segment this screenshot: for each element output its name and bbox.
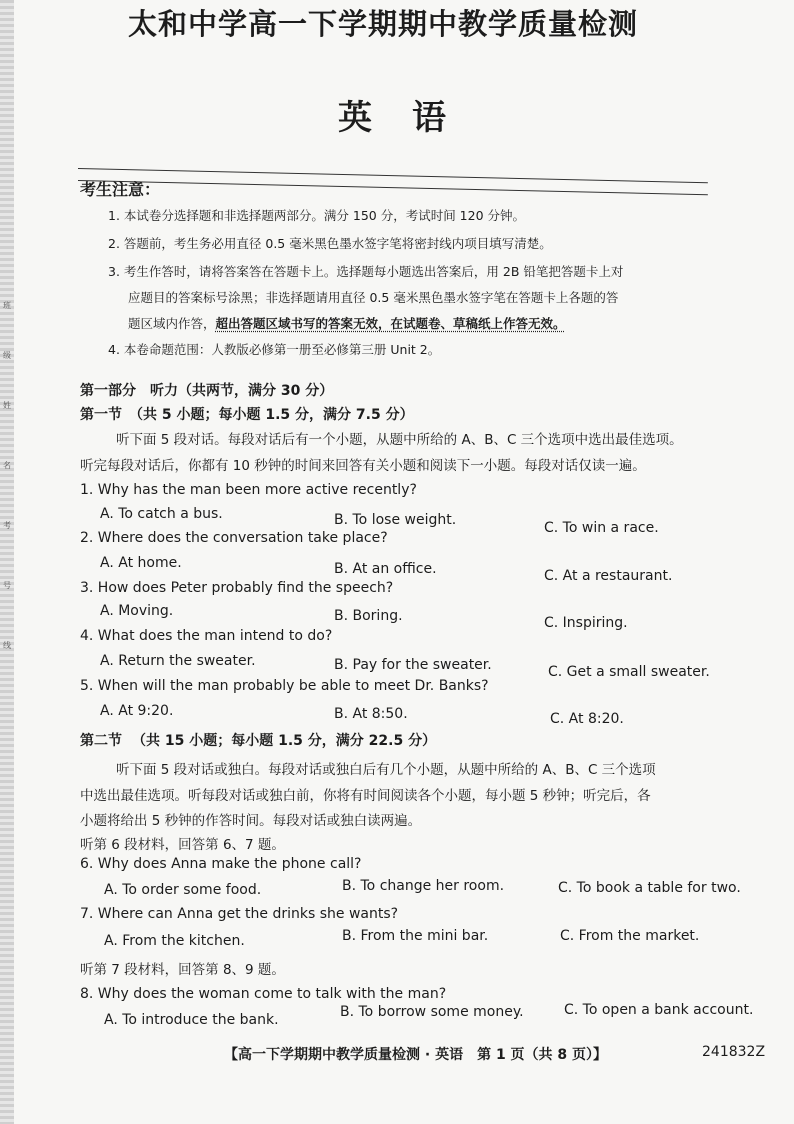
question-stem: 2. Where does the conversation take place? — [80, 530, 388, 546]
top-divider — [78, 168, 708, 183]
question-stem: 6. Why does Anna make the phone call? — [80, 856, 362, 872]
option-b: B. To change her room. — [342, 878, 505, 894]
part-title: 第一部分 听力（共两节，满分 30 分） — [80, 383, 334, 399]
option-a: A. To introduce the bank. — [104, 1012, 279, 1028]
side-margin-char: 号 — [3, 581, 11, 590]
side-margin-char: 考 — [3, 521, 11, 530]
question-stem: 5. When will the man probably be able to meet Dr. Banks? — [80, 678, 489, 694]
material-label: 听第 6 段材料，回答第 6、7 题。 — [80, 837, 285, 853]
notice-emphasis: 超出答题区域书写的答案无效，在试题卷、草稿纸上作答无效。 — [215, 316, 566, 331]
page-footer: 【高一下学期期中教学质量检测 · 英语 第 1 页（共 8 页）】 — [224, 1047, 608, 1063]
material-label: 听第 7 段材料，回答第 8、9 题。 — [80, 962, 285, 978]
option-b: B. At an office. — [334, 561, 437, 577]
question-stem: 8. Why does the woman come to talk with the man? — [80, 986, 447, 1002]
exam-code: 241832Z — [702, 1044, 766, 1060]
notice-item: 3. 考生作答时，请将答案答在答题卡上。选择题每小题选出答案后，用 2B 铅笔把答题卡上对 — [108, 264, 624, 279]
top-divider-thin — [78, 180, 708, 195]
section-instruction: 听完每段对话后，你都有 10 秒钟的时间来回答有关小题和阅读下一小题。每段对话仅读一遍。 — [80, 458, 646, 474]
question-stem: 1. Why has the man been more active recently? — [80, 482, 417, 498]
option-c: C. To open a bank account. — [564, 1002, 754, 1018]
option-a: A. From the kitchen. — [104, 933, 245, 949]
question-stem: 3. How does Peter probably find the speech? — [80, 580, 394, 596]
option-b: B. From the mini bar. — [342, 928, 489, 944]
question-stem: 4. What does the man intend to do? — [80, 628, 333, 644]
side-margin-char: 姓 — [3, 401, 11, 410]
option-a: A. At home. — [100, 555, 182, 571]
option-a: A. To order some food. — [104, 882, 262, 898]
side-margin-char: 级 — [3, 351, 11, 360]
notice-item-with-emphasis — [128, 314, 566, 332]
side-margin-char: 班 — [3, 301, 11, 310]
section-title-detail: （共 15 小题；每小题 1.5 分，满分 22.5 分） — [132, 733, 437, 749]
option-c: C. Inspiring. — [544, 615, 628, 631]
exam-title: 太和中学高一下学期期中教学质量检测 — [128, 7, 639, 41]
notice-item: 1. 本试卷分选择题和非选择题两部分。满分 150 分，考试时间 120 分钟。 — [108, 208, 526, 223]
option-b: B. To borrow some money. — [340, 1004, 524, 1020]
section-title: 第二节 — [80, 733, 122, 749]
section-instruction: 小题将给出 5 秒钟的作答时间。每段对话或独白读两遍。 — [80, 813, 422, 829]
option-a: A. Moving. — [100, 603, 174, 619]
option-b: B. At 8:50. — [334, 706, 408, 722]
option-b: B. Pay for the sweater. — [334, 657, 492, 673]
binding-margin-strip — [0, 0, 14, 1124]
section-instruction: 听下面 5 段对话或独白。每段对话或独白后有几个小题，从题中所给的 A、B、C 三个选项 — [116, 762, 656, 778]
section-title: 第一节 （共 5 小题；每小题 1.5 分，满分 7.5 分） — [80, 407, 414, 423]
option-c: C. From the market. — [560, 928, 700, 944]
notice-item: 题区域内作答， — [128, 316, 216, 331]
subject-title: 英语 — [338, 98, 486, 138]
option-c: C. At a restaurant. — [544, 568, 673, 584]
option-a: A. Return the sweater. — [100, 653, 256, 669]
question-stem: 7. Where can Anna get the drinks she wants? — [80, 906, 399, 922]
section-instruction: 听下面 5 段对话。每段对话后有一个小题，从题中所给的 A、B、C 三个选项中选出最佳选项。 — [116, 432, 683, 448]
option-a: A. To catch a bus. — [100, 506, 223, 522]
option-a: A. At 9:20. — [100, 703, 174, 719]
option-c: C. To win a race. — [544, 520, 659, 536]
option-c: C. At 8:20. — [550, 711, 624, 727]
option-b: B. To lose weight. — [334, 512, 457, 528]
option-b: B. Boring. — [334, 608, 403, 624]
option-c: C. To book a table for two. — [558, 880, 741, 896]
notice-title: 考生注意： — [80, 180, 161, 199]
side-margin-char: 线 — [3, 641, 11, 650]
section-instruction: 中选出最佳选项。听每段对话或独白前，你将有时间阅读各个小题，每小题 5 秒钟；听完后，各 — [80, 788, 651, 804]
option-c: C. Get a small sweater. — [548, 664, 710, 680]
side-margin-char: 名 — [3, 461, 11, 470]
notice-item: 4. 本卷命题范围：人教版必修第一册至必修第三册 Unit 2。 — [108, 342, 441, 357]
notice-item: 2. 答题前，考生务必用直径 0.5 毫米黑色墨水签字笔将密封线内项目填写清楚。 — [108, 236, 552, 251]
notice-item: 应题目的答案标号涂黑；非选择题请用直径 0.5 毫米黑色墨水签字笔在答题卡上各题的答 — [128, 290, 619, 305]
